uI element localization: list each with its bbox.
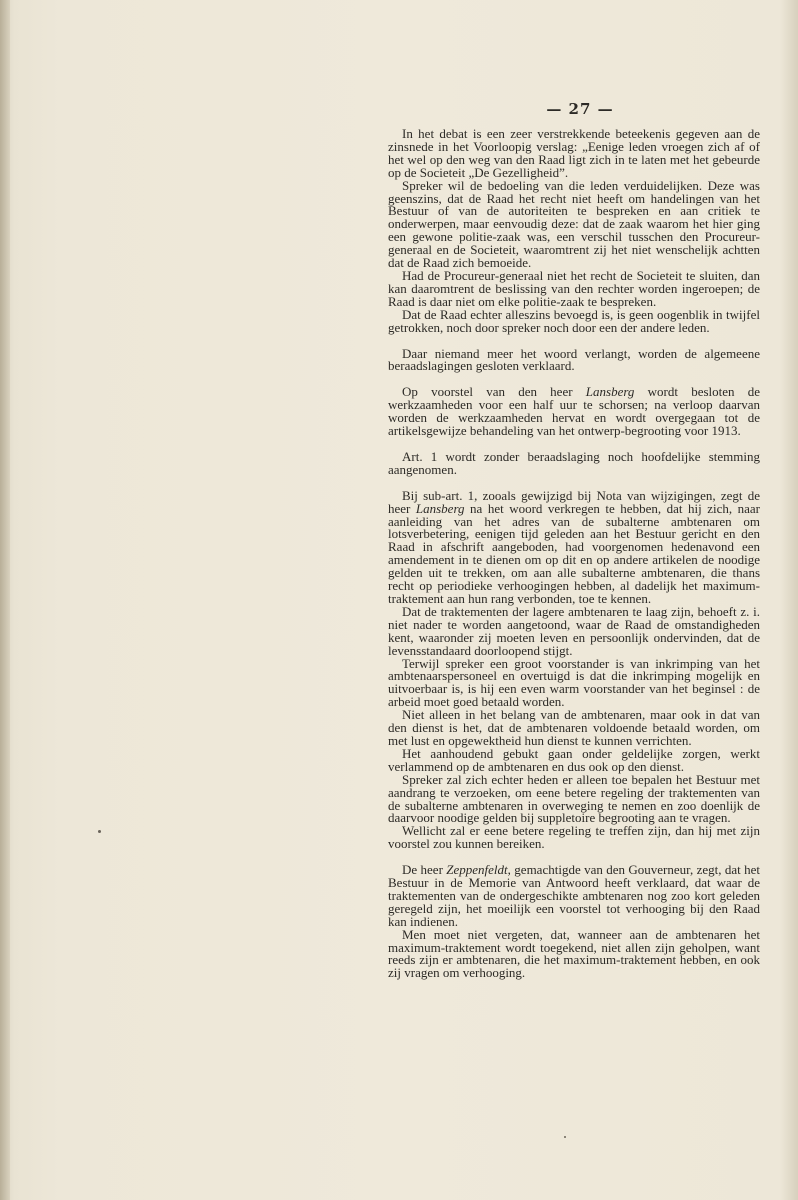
paragraph: Daar niemand meer het woord verlangt, worden de algemeene beraadslagingen gesloten verklaard. — [388, 345, 760, 374]
paragraph: Art. 1 wordt zonder beraadslaging noch hoofdelijke stemming aangenomen. — [388, 448, 760, 477]
paragraph: Spreker wil de bedoeling van die leden verduidelijken. Deze was geenszins, dat de Raad het recht niet heeft om handelingen van het Bestuur of van de autoriteiten te bespreken en aan critiek te onderwerpen, maar eenvoudig deze: dat de zaak waarom het hier ging een gewone politie-zaak was, een verschil tusschen den Procureur-generaal en de Societeit, waaromtrent zij het niet wenschelijk achtten dat de Raad zich bemoeide. — [388, 177, 760, 271]
paragraph — [388, 864, 760, 929]
speaker-name: Zeppenfeldt — [446, 862, 508, 878]
paper-speck — [98, 830, 101, 833]
binding-edge — [0, 0, 10, 1200]
paragraph — [388, 487, 761, 606]
paragraph — [388, 386, 760, 438]
paragraph: Het aanhoudend gebukt gaan onder geldelijke zorgen, werkt verlammend op de ambtenaren en dus ook op den dienst. — [388, 745, 760, 774]
paragraph: Wellicht zal er eene betere regeling te treffen zijn, dan hij met zijn voorstel zou kunnen bereiken. — [388, 823, 760, 852]
text-column — [388, 128, 760, 980]
paragraph: Men moet niet vergeten, dat, wanneer aan de ambtenaren het maximum-traktement wordt toegekend, niet allen zijn geholpen, want reeds zijn er ambtenaren, die het maximum-traktement hebben, en ook zij vragen om verhooging. — [388, 926, 760, 981]
paragraph: Spreker zal zich echter heden er alleen toe bepalen het Bestuur met aandrang te verzoeken, om eene betere regeling der traktementen van de subalterne ambtenaren in overweging te nemen en zoo doenlijk de daarvoor noodige gelden bij suppletoire begrooting aan te vragen. — [388, 771, 760, 826]
paragraph: In het debat is een zeer verstrekkende beteekenis gegeven aan de zinsnede in het Voorloopig verslag: „Eenige leden vroegen zich af of het wel op den weg van den Raad ligt zich in te laten met het gebeurde op de Societeit „De Gezelligheid”. — [388, 126, 760, 180]
paragraph: Had de Procureur-generaal niet het recht de Societeit te sluiten, dan kan daaromtrent de beslissing van den rechter worden ingeroepen; de Raad is daar niet om elke politie-zaak te bespreken. — [388, 267, 760, 309]
paragraph-text: na het woord verkregen te hebben, dat hij zich, naar aanleiding van het adres van de subalterne ambtenaren om lotsverbetering, eenigen tijd geleden aan het Bestuur gericht en den Raad in afschrift aangeboden, had voorgenomen hedenavond een amendement in te dienen om op dit en op andere artikelen de noodige gelden uit te trekken, om aan alle subalterne ambtenaren, die thans recht op periodieke verhoogingen hebben, al dadelijk het maximum-traktement aan hun rang verbonden, toe te kennen. — [388, 500, 761, 606]
paragraph: Terwijl spreker een groot voorstander is van inkrimping van het ambtenaarspersoneel en overtuigd is dat die inkrimping mogelijk en uitvoerbaar is, is hij een even warm voorstander van het beginsel : de arbeid moet goed betaald worden. — [388, 655, 760, 710]
paragraph-text: De heer — [402, 862, 447, 878]
paragraph: Niet alleen in het belang van de ambtenaren, maar ook in dat van den dienst is het, dat de ambtenaren voldoende betaald worden, om met lust en opgewektheid hun dienst te kunnen verrichten. — [388, 707, 760, 748]
speaker-name: Lansberg — [415, 500, 465, 516]
paragraph-text: Op voorstel van den heer — [402, 384, 586, 400]
paragraph-text: Bij sub-art. 1, zooals gewijzigd bij Nota van wijzigingen, zegt de heer — [388, 487, 760, 516]
page-number: — 27 — — [546, 100, 614, 118]
paragraph-text: wordt besloten de werkzaamheden voor een half uur te schorsen; na verloop daarvan worden de werkzaamheden hervat en wordt overgegaan tot de artikelsgewijze behandeling van het ontwerp-begrooting voor 1913. — [388, 384, 760, 439]
paper-speck — [564, 1136, 566, 1138]
speaker-name: Lansberg — [585, 384, 635, 400]
paragraph-text: , gemachtigde van den Gouverneur, zegt, dat het Bestuur in de Memorie van Antwoord heeft verklaard, dat waar de traktementen van de ondergeschikte ambtenaren nog zoo kort geleden geregeld zijn, het moeilijk een voorstel tot verhooging bij den Raad kan indienen. — [388, 862, 760, 929]
paragraph: Dat de traktementen der lagere ambtenaren te laag zijn, behoeft z. i. niet nader te worden aangetoond, waar de Raad de omstandigheden kent, waaronder zij moeten leven en persoonlijk ondervinden, dat de levensstandaard doorloopend stijgt. — [388, 603, 760, 658]
paragraph: Dat de Raad echter alleszins bevoegd is, is geen oogenblik in twijfel getrokken, noch door spreker noch door een der andere leden. — [388, 306, 760, 335]
